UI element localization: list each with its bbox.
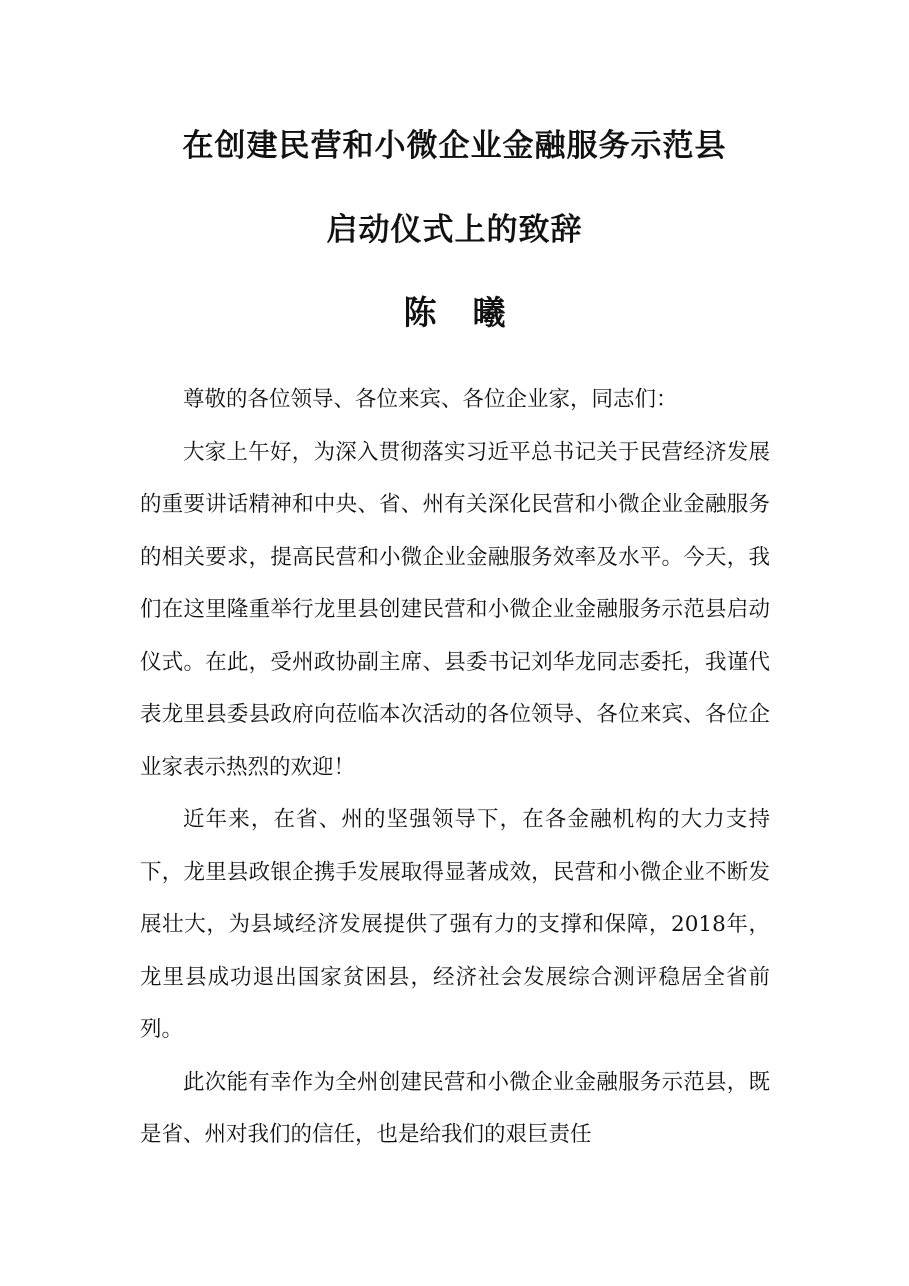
author-name-part-2: 曦 — [472, 293, 506, 332]
document-title-line-2: 启动仪式上的致辞 — [326, 212, 583, 248]
author-name-part-1: 陈 — [403, 293, 437, 332]
salutation: 尊敬的各位领导、各位来宾、各位企业家，同志们： — [183, 387, 678, 412]
document-body — [140, 374, 770, 1162]
paragraph-1: 大家上午好，为深入贯彻落实习近平总书记关于民营经济发展的重要讲话精神和中央、省、州有关深化民营和小微企业金融服务的相关要求，提高民营和小微企业金融服务效率及水平。今天，我们在这里隆重举行龙里县创建民营和小微企业金融服务示范县启动仪式。在此，受州政协副主席、县委书记刘华龙同志委托，我谨代表龙里县委县政府向莅临本次活动的各位领导、各位来宾、各位企业家表示热烈的欢迎！ — [140, 439, 770, 780]
paragraph-3: 此次能有幸作为全州创建民营和小微企业金融服务示范县，既是省、州对我们的信任，也是给我们的艰巨责任 — [140, 1069, 770, 1147]
document-title-line-1: 在创建民营和小微企业金融服务示范县 — [182, 128, 727, 164]
paragraph-2: 近年来，在省、州的坚强领导下，在各金融机构的大力支持下，龙里县政银企携手发展取得显著成效，民营和小微企业不断发展壮大，为县域经济发展提供了强有力的支撑和保障，2018年，龙里县成功退出国家贫困县，经济社会发展综合测评稳居全省前列。 — [140, 807, 770, 1042]
author-name — [0, 292, 909, 334]
